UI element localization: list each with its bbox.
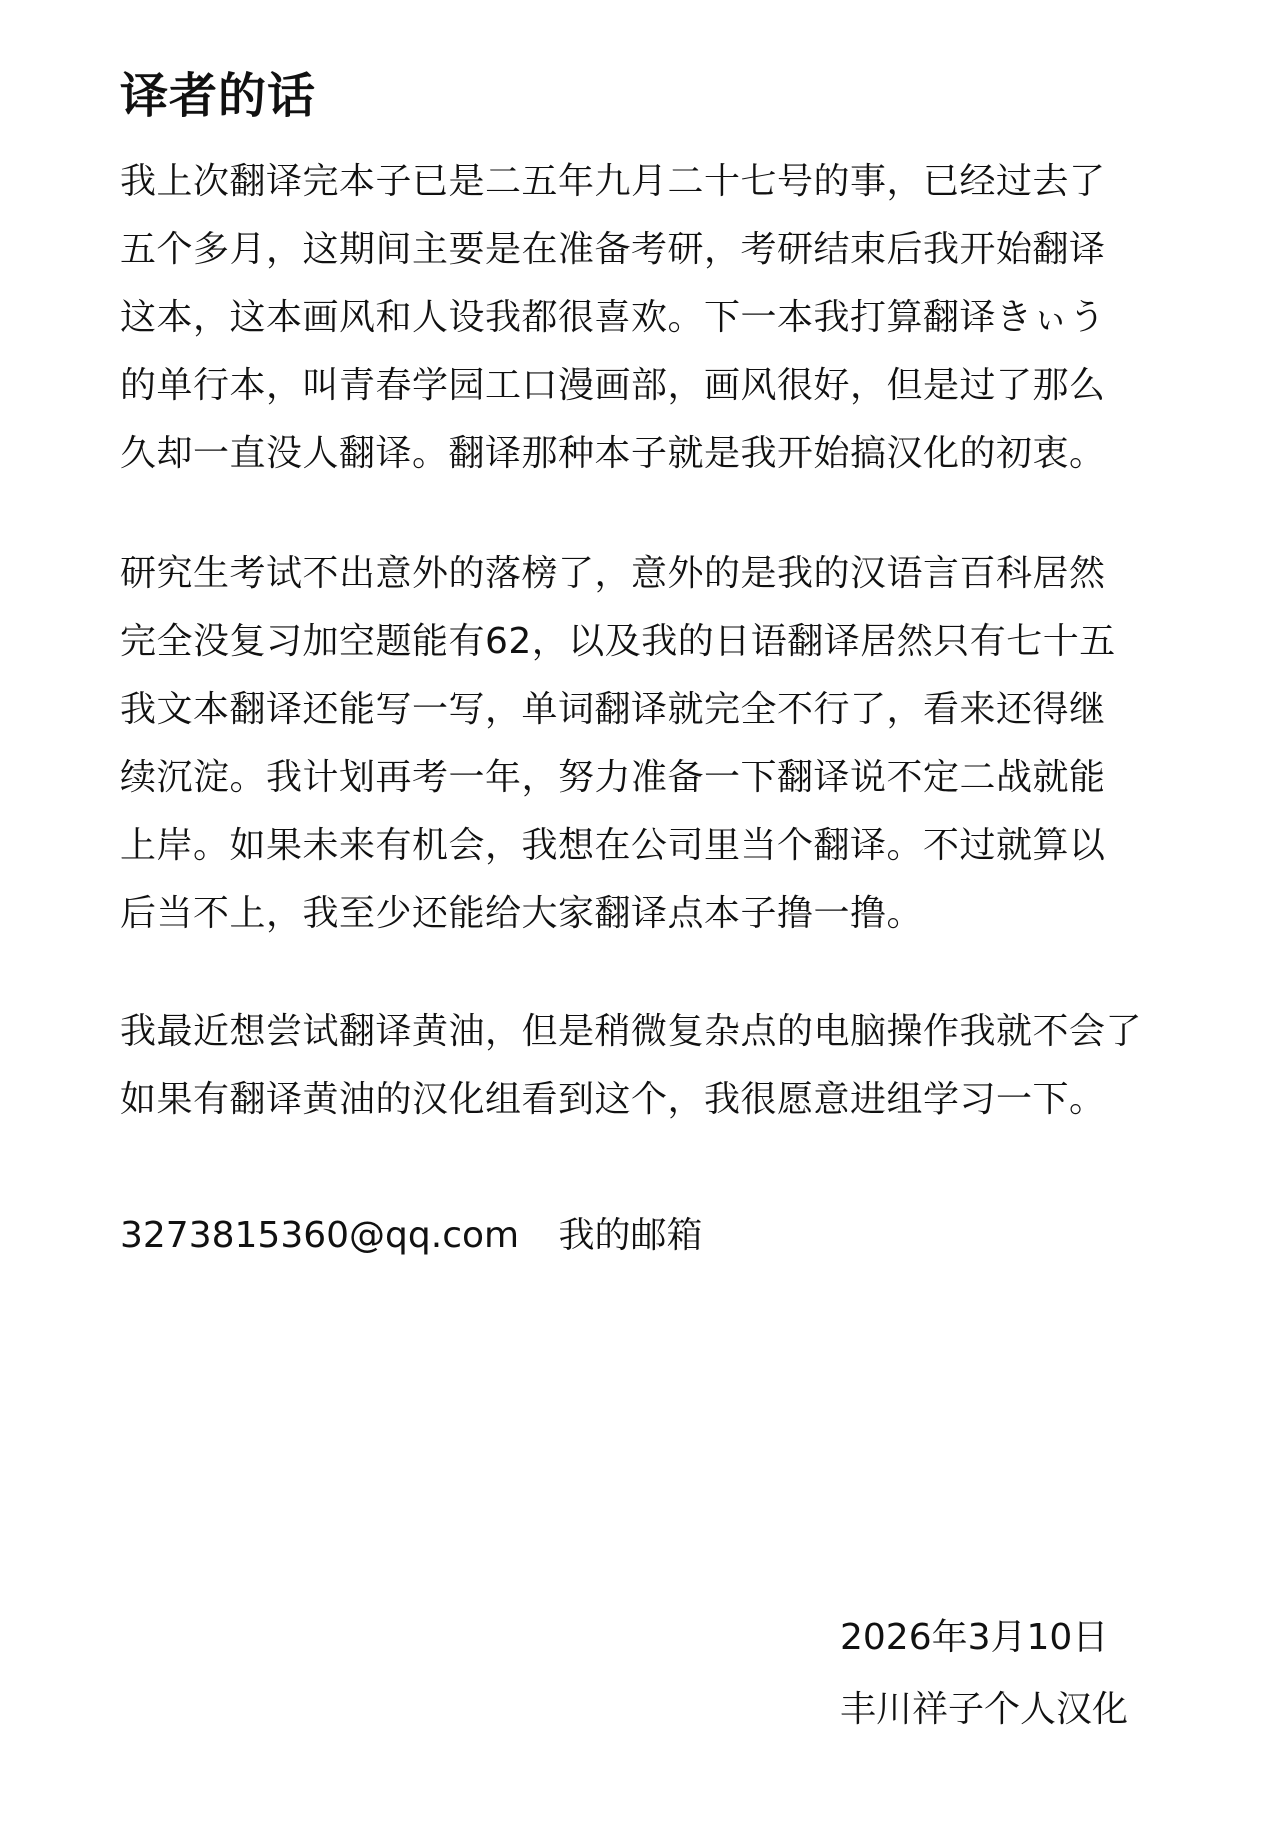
paragraph-line: 我文本翻译还能写一写，单词翻译就完全不行了，看来还得继	[120, 689, 1106, 730]
signature-block	[840, 1602, 1128, 1746]
paragraph-line: 上岸。如果未来有机会，我想在公司里当个翻译。不过就算以	[120, 825, 1106, 866]
paragraph-line: 五个多月，这期间主要是在准备考研，考研结束后我开始翻译	[120, 229, 1106, 270]
paragraph-line: 久却一直没人翻译。翻译那种本子就是我开始搞汉化的初衷。	[120, 433, 1106, 474]
paragraph-line: 这本，这本画风和人设我都很喜欢。下一本我打算翻译きぃう	[120, 297, 1106, 338]
signature-date: 2026年3月10日	[840, 1617, 1109, 1658]
paragraph-2	[120, 540, 1180, 948]
paragraph-line: 研究生考试不出意外的落榜了，意外的是我的汉语言百科居然	[120, 553, 1106, 594]
paragraph-line: 如果有翻译黄油的汉化组看到这个，我很愿意进组学习一下。	[120, 1079, 1106, 1120]
paragraph-line: 后当不上，我至少还能给大家翻译点本子撸一撸。	[120, 893, 924, 934]
paragraph-line: 我上次翻译完本子已是二五年九月二十七号的事，已经过去了	[120, 161, 1106, 202]
page-title: 译者的话	[120, 68, 317, 124]
paragraph-line: 续沉淀。我计划再考一年，努力准备一下翻译说不定二战就能	[120, 757, 1106, 798]
contact-email: 3273815360@qq.com	[120, 1215, 520, 1256]
contact-label: 我的邮箱	[558, 1215, 703, 1256]
contact-line	[120, 1202, 703, 1270]
paragraph-line: 我最近想尝试翻译黄油，但是稍微复杂点的电脑操作我就不会了	[120, 1011, 1143, 1052]
paragraph-line: 完全没复习加空题能有62，以及我的日语翻译居然只有七十五	[120, 621, 1116, 662]
paragraph-1	[120, 148, 1180, 488]
paragraph-line: 的单行本，叫青春学园工口漫画部，画风很好，但是过了那么	[120, 365, 1106, 406]
signature-group: 丰川祥子个人汉化	[840, 1689, 1129, 1730]
paragraph-3	[120, 998, 1180, 1134]
